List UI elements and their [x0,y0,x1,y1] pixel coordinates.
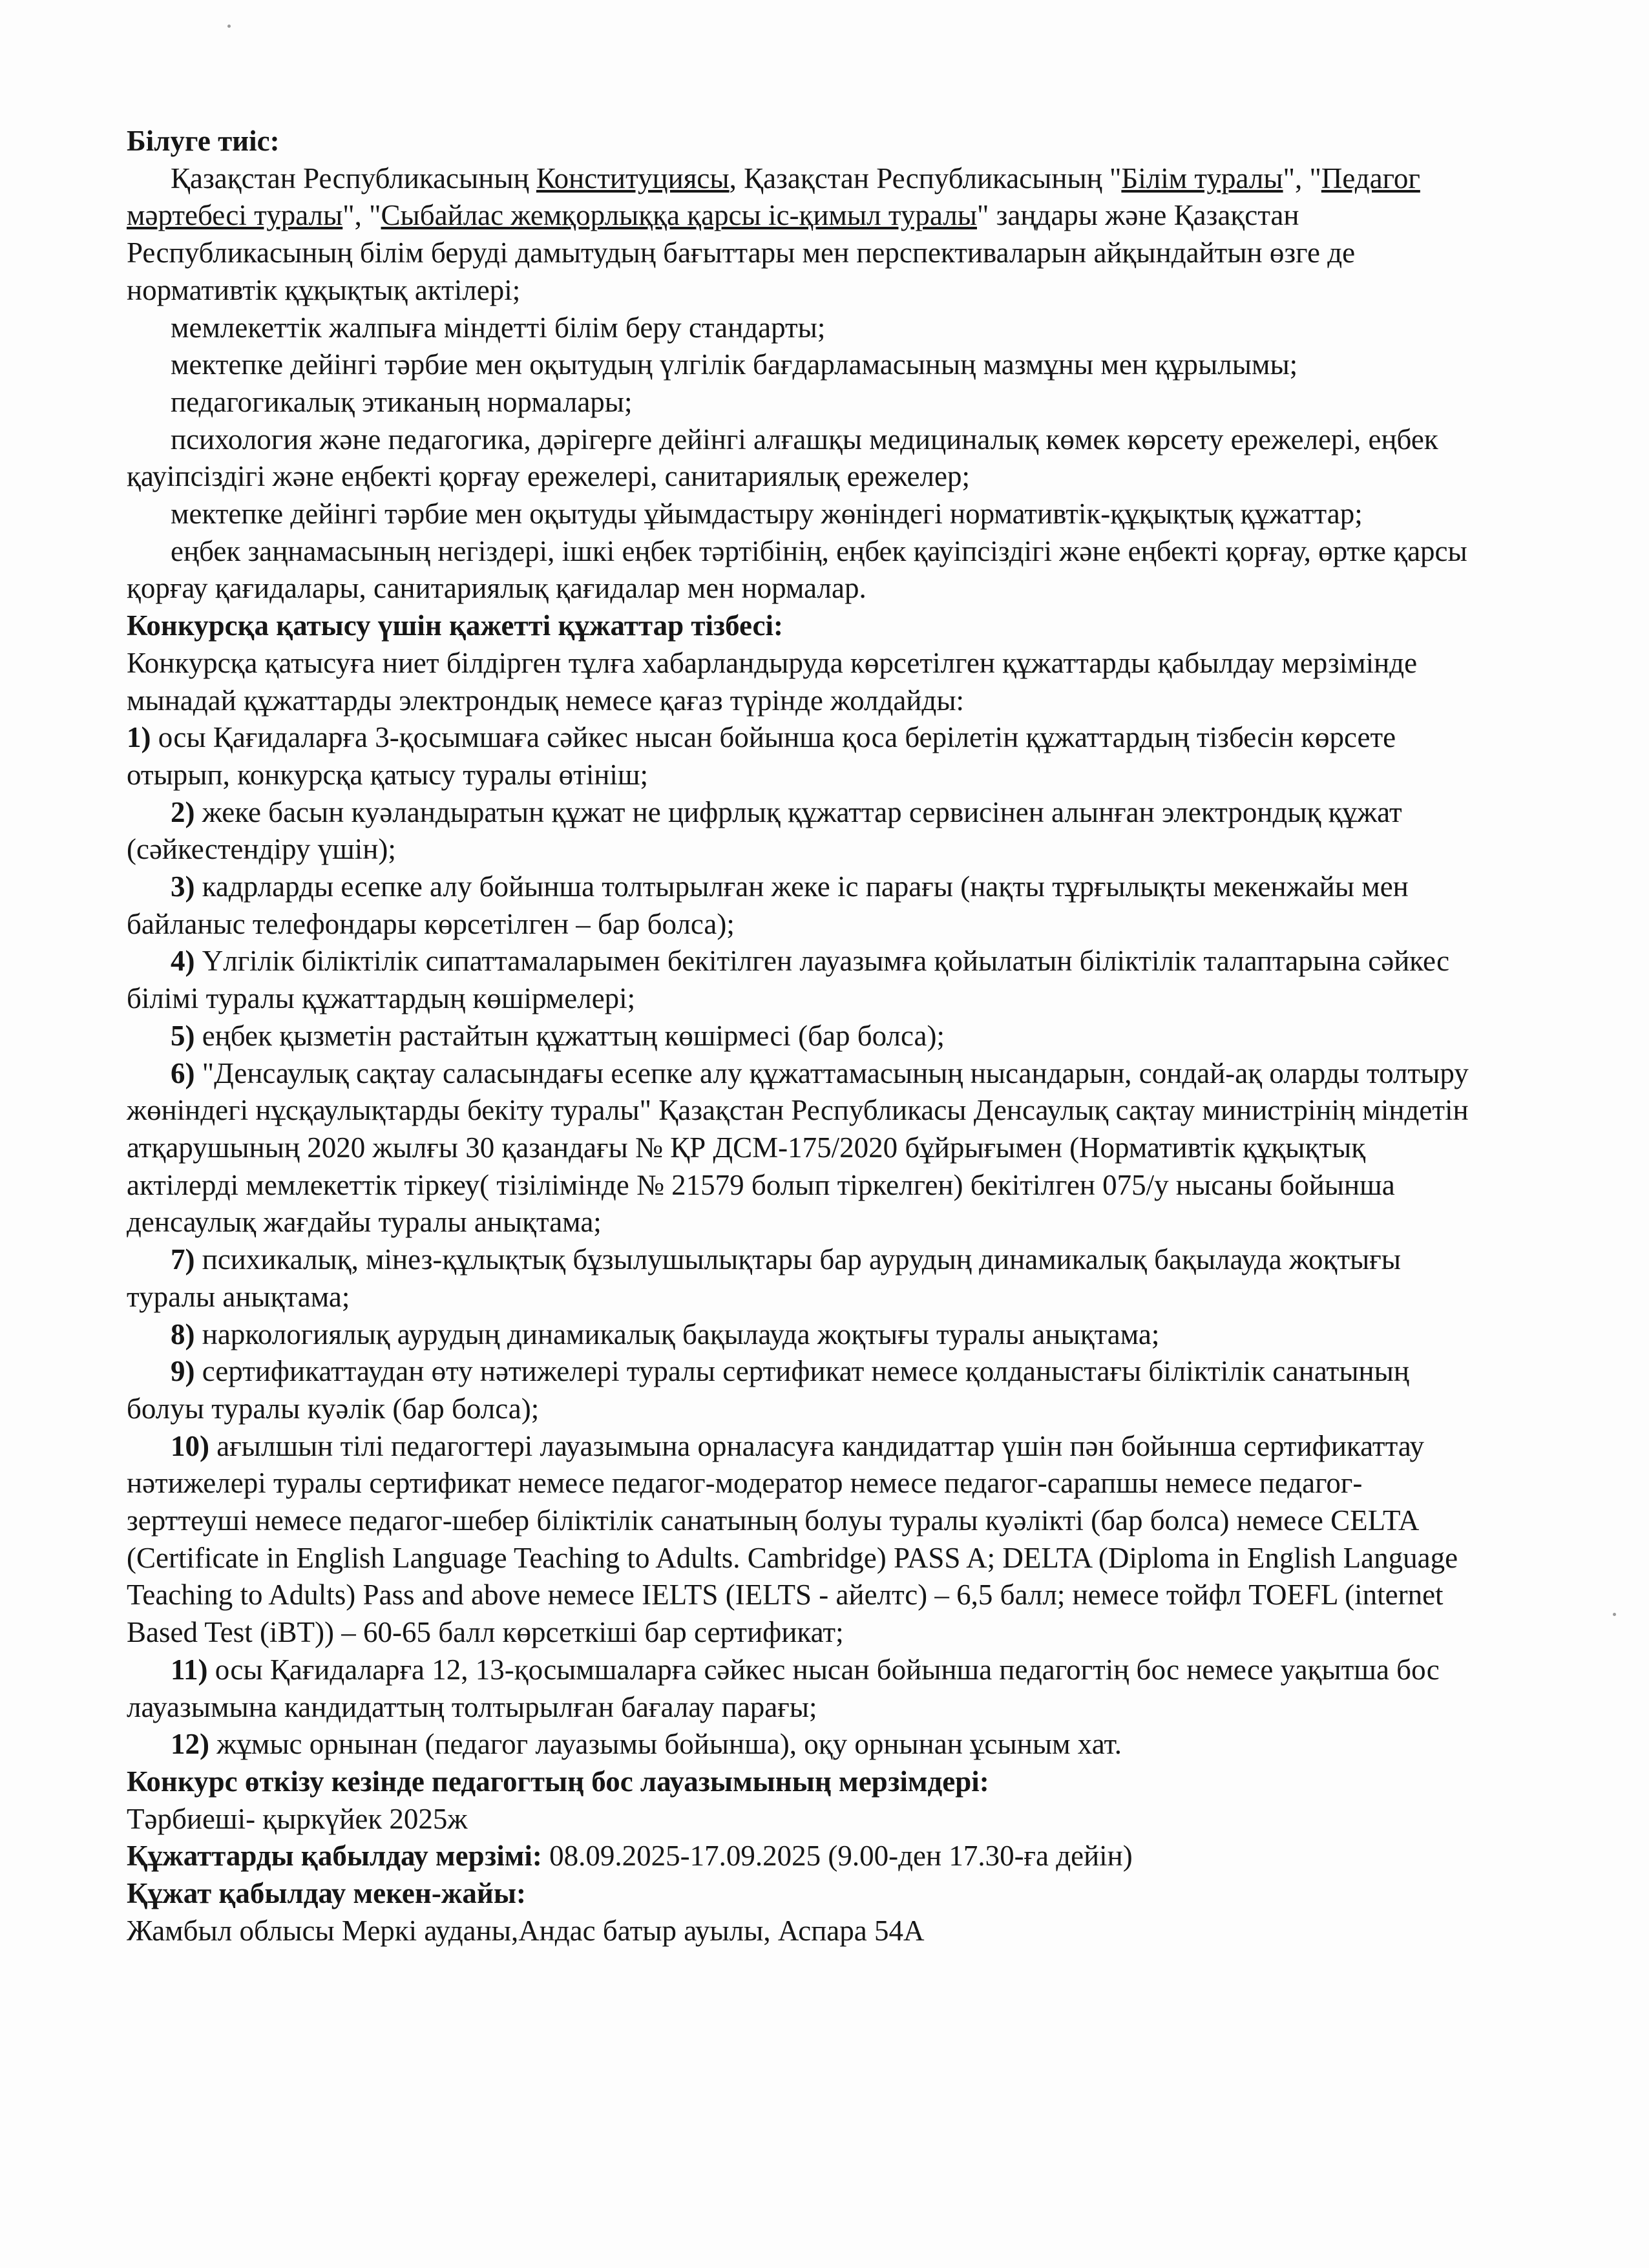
document-item [127,943,1477,1017]
link-law-on-teacher-status[interactable]: Педагог мәртебесі туралы [127,162,1420,232]
item-number: 4) [171,945,195,978]
address-value: Жамбыл облысы Меркі ауданы,Андас батыр ауылы, Аспара 54А [127,1914,925,1947]
item-number: 1) [127,721,151,754]
document-item [127,1241,1477,1316]
item-text: жұмыс орнынан (педагог лауазымы бойынша), оқу орнынан ұсыным хат. [209,1728,1122,1761]
text-fragment: ", " [1283,162,1321,194]
document-item [127,1652,1477,1726]
link-constitution[interactable]: Конституциясы [536,162,730,194]
section-heading-address: Құжат қабылдау мекен-жайы: [127,1877,526,1910]
item-text: осы Қағидаларға 3-қосымшаға сәйкес нысан бойынша қоса берілетін құжаттардың тізбесін көрсете отырып, конкурсқа қатысу туралы өтініш; [127,721,1396,791]
text-fragment: " заңдары және Қазақстан Республикасының білім беруді дамытудың бағыттары мен перспективаларын айқындайтын өзге де нормативтік құқықтық актілері; [127,199,1356,306]
scan-speck [227,25,231,28]
item-number: 12) [171,1728,209,1761]
document-item [127,1726,1477,1763]
paragraph-legislation [127,160,1477,310]
knowledge-item: педагогикалық этиканың нормалары; [171,385,633,418]
item-text: кадрларды есепке алу бойынша толтырылған жеке іс парағы (нақты тұрғылықты мекенжайы мен байланыс телефондары көрсетілген – бар болса); [127,870,1409,940]
document-body [127,123,1477,1949]
item-text: психикалық, мінез-құлықтық бұзылушылықтары бар аурудың динамикалық бақылауда жоқтығы туралы анықтама; [127,1243,1401,1313]
knowledge-item: мектепке дейінгі тәрбие мен оқытуды ұйымдастыру жөніндегі нормативтік-құқықтық құжаттар; [171,498,1363,530]
document-item [127,1316,1477,1354]
link-law-on-education[interactable]: Білім туралы [1121,162,1283,194]
item-text: осы Қағидаларға 12, 13-қосымшаларға сәйкес нысан бойынша педагогтің бос немесе уақытша бос лауазымына кандидаттың толтырылған бағалау парағы; [127,1653,1440,1723]
text-fragment: , Қазақстан Республикасының " [729,162,1122,194]
acceptance-deadline [127,1838,1477,1875]
documents-intro: Конкурсқа қатысуға ниет білдірген тұлға хабарландыруда көрсетілген құжаттарды қабылдау мерзімінде мынадай құжаттарды электрондық немесе қағаз түрінде жолдайды: [127,646,1418,717]
item-number: 11) [171,1653,208,1686]
document-item [127,1055,1477,1242]
item-number: 9) [171,1355,195,1388]
knowledge-item: психология және педагогика, дәрігерге дейінгі алғашқы медициналық көмек көрсету ережелері, еңбек қауіпсіздігі және еңбекті қорғау ережелері, санитариялық ережелер; [127,423,1438,493]
section-heading-documents: Конкурсқа қатысу үшін қажетті құжаттар тізбесі: [127,609,783,642]
text-fragment: ", " [342,199,381,232]
item-text: Үлгілік біліктілік сипаттамаларымен бекітілген лауазымға қойылатын біліктілік талаптарына сәйкес білімі туралы құжаттардың көшірмелері; [127,945,1450,1015]
section-heading-must-know: Білуге тиіс: [127,125,280,157]
document-item [127,719,1477,793]
item-number: 7) [171,1243,195,1276]
vacancy-period-value: Тәрбиеші- қыркүйек 2025ж [127,1802,468,1835]
document-item [127,868,1477,943]
item-text: еңбек қызметін растайтын құжаттың көшірмесі (бар болса); [194,1019,945,1052]
text-fragment: Қазақстан Республикасының [171,162,536,194]
knowledge-item: еңбек заңнамасының негіздері, ішкі еңбек тәртібінің, еңбек қауіпсіздігі және еңбекті қорғау, өртке қарсы қорғау қағидалары, санитариялық қағидалар мен нормалар. [127,534,1467,605]
item-number: 5) [171,1019,195,1052]
item-number: 6) [171,1056,195,1089]
scan-speck [1613,1613,1616,1616]
knowledge-item: мемлекеттік жалпыға міндетті білім беру стандарты; [171,311,826,344]
knowledge-item: мектепке дейінгі тәрбие мен оқытудың үлгілік бағдарламасының мазмұны мен құрылымы; [171,348,1298,381]
document-item [127,1353,1477,1427]
item-number: 8) [171,1318,195,1350]
document-item [127,794,1477,868]
section-heading-vacancy-period: Конкурс өткізу кезінде педагогтың бос лауазымының мерзімдері: [127,1765,989,1798]
item-text: сертификаттаудан өту нәтижелері туралы сертификат немесе қолданыстағы біліктілік санатының болуы туралы куәлік (бар болса); [127,1355,1409,1425]
item-text: ағылшын тілі педагогтері лауазымына орналасуға кандидаттар үшін пән бойынша сертификаттау нәтижелері туралы сертификат немесе педагог-модератор немесе педагог-сарапшы немесе педагог-зерттеуші немесе педагог-шебер біліктілік санатының болуы туралы куәлікті (бар болса) немесе CELTA (Certificate in English Language Teaching to Adults. Cambridge) PASS A; DELTA (Diploma in English Language Teaching to Adults) Pass and above немесе IELTS (IELTS - айелтс) – 6,5 балл; немесе тойфл TOEFL (internet Based Test (iBT)) – 60-65 балл көрсеткіші бар сертификат; [127,1429,1458,1649]
document-item [127,1018,1477,1055]
item-number: 3) [171,870,195,903]
item-text: "Денсаулық сақтау саласындағы есепке алу құжаттамасының нысандарын, сондай-ақ оларды толтыру жөніндегі нұсқаулықтарды бекіту туралы" Қазақстан Республикасы Денсаулық сақтау министрінің міндетін атқарушының 2020 жылғы 30 қазандағы № ҚР ДСМ-175/2020 бұйрығымен (Нормативтік құқықтық актілерді мемлекеттік тіркеу( тізілімінде № 21579 болып тіркелген) бекітілген 075/у нысаны бойынша денсаулық жағдайы туралы анықтама; [127,1056,1469,1239]
item-number: 2) [171,795,195,828]
document-item [127,1428,1477,1652]
acceptance-deadline-label: Құжаттарды қабылдау мерзімі: [127,1840,542,1873]
acceptance-deadline-value: 08.09.2025-17.09.2025 (9.00-ден 17.30-ға дейін) [541,1840,1133,1873]
item-number: 10) [171,1429,209,1462]
item-text: жеке басын куәландыратын құжат не цифрлық құжаттар сервисінен алынған электрондық құжат (сәйкестендіру үшін); [127,795,1402,866]
link-law-anti-corruption[interactable]: Сыбайлас жемқорлыққа қарсы іс-қимыл туралы [381,199,977,232]
item-text: наркологиялық аурудың динамикалық бақылауда жоқтығы туралы анықтама; [194,1318,1160,1350]
